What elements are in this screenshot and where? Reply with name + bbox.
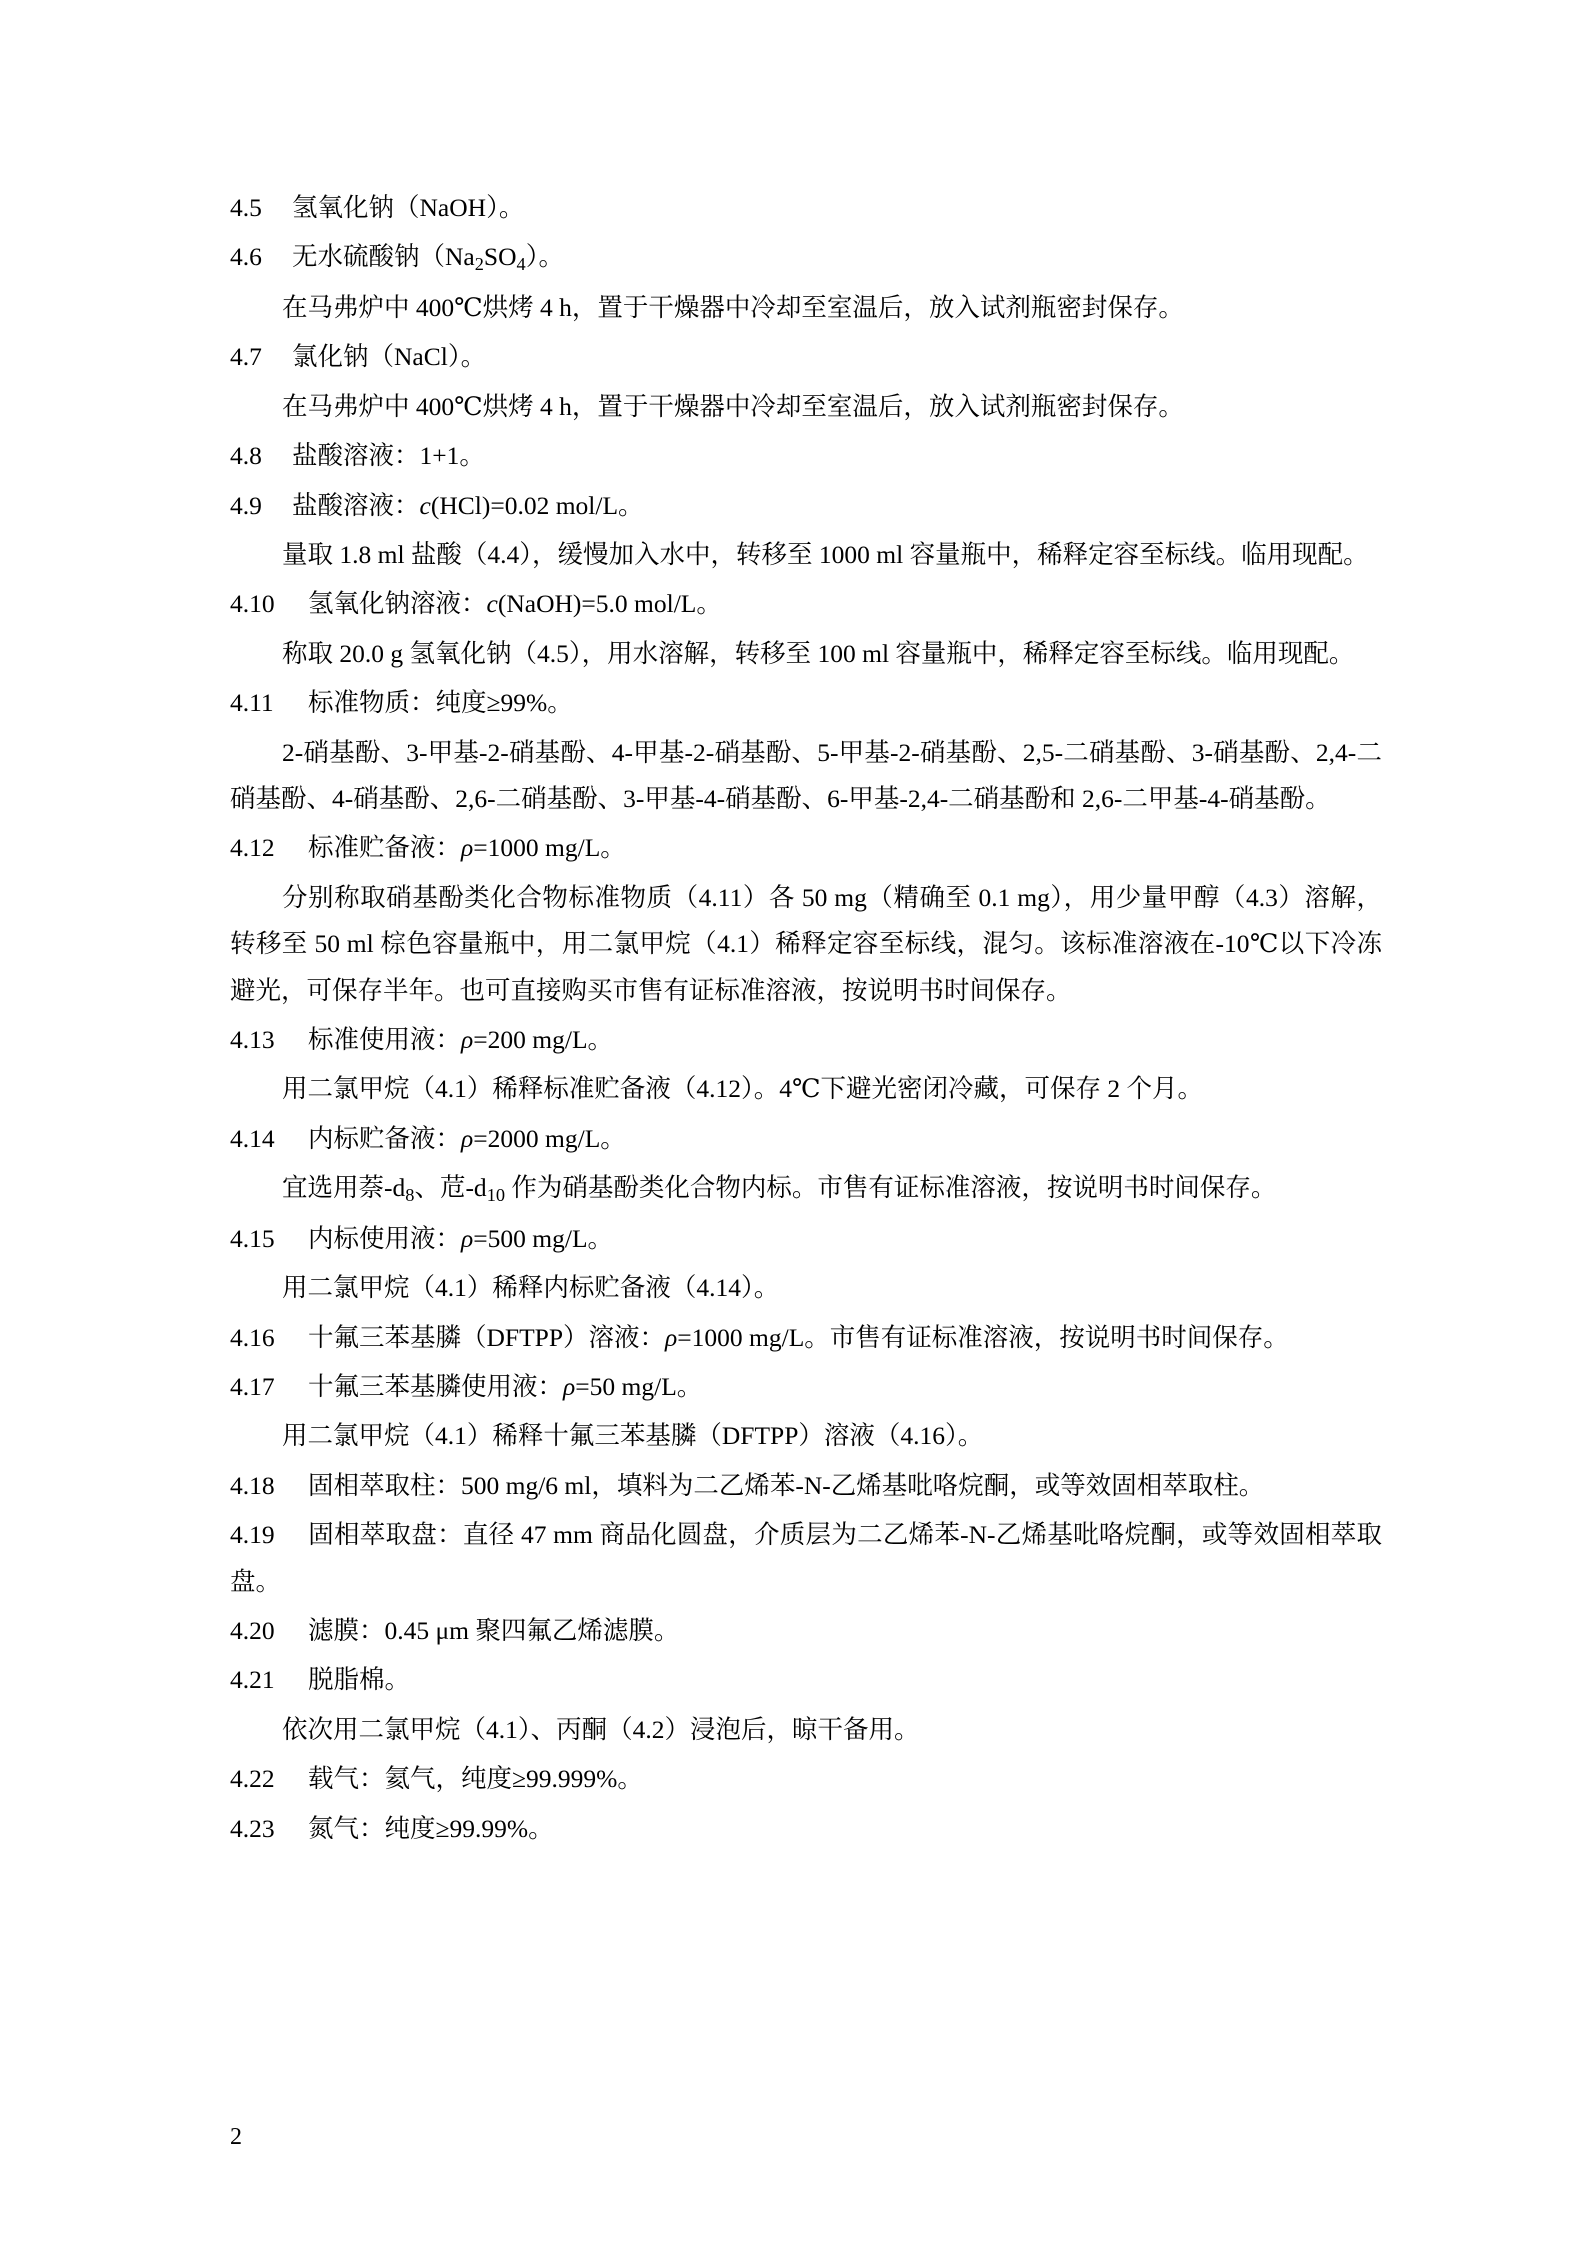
clause-heading xyxy=(230,1806,1382,1852)
clause-heading xyxy=(230,581,1382,627)
clause-number: 4.18 xyxy=(230,1470,275,1500)
clause-heading-text: 氢氧化钠（NaOH）。 xyxy=(292,193,525,222)
clause-item xyxy=(230,1216,1382,1312)
clause-heading xyxy=(230,680,1382,726)
clause-number: 4.15 xyxy=(230,1223,275,1253)
clause-item xyxy=(230,1608,1382,1654)
clause-number: 4.22 xyxy=(230,1764,275,1794)
document-body xyxy=(230,185,1382,1852)
clause-paragraph: 分别称取硝基酚类化合物标准物质（4.11）各 50 mg（精确至 0.1 mg），用少量甲醇（4.3）溶解，转移至 50 ml 棕色容量瓶中，用二氯甲烷（4.1）稀释定容至标线，混匀。该标准溶液在-10℃以下冷冻避光，可保存半年。也可直接购买市售有证标准溶液，按说明书时间保存。 xyxy=(230,882,1382,1005)
page-number: 2 xyxy=(230,2124,242,2150)
clause-heading-text: 滤膜：0.45 μm 聚四氟乙烯滤膜。 xyxy=(308,1616,680,1646)
clause-paragraph: 在马弗炉中 400℃烘烤 4 h，置于干燥器中冷却至室温后，放入试剂瓶密封保存。 xyxy=(282,292,1184,322)
clause-heading-text: 标准物质：纯度≥99%。 xyxy=(308,688,573,718)
clause-item xyxy=(230,1364,1382,1460)
clause-heading xyxy=(230,1364,1382,1410)
clause-number: 4.16 xyxy=(230,1322,275,1352)
clause-number: 4.20 xyxy=(230,1616,275,1646)
clause-heading-text: 固相萃取盘：直径 47 mm 商品化圆盘，介质层为二乙烯苯-N-乙烯基吡咯烷酮，或等效固相萃取盘。 xyxy=(230,1520,1382,1596)
clause-item xyxy=(230,1116,1382,1213)
clause-heading-text: 氯化钠（NaCl）。 xyxy=(292,342,487,372)
clause-item xyxy=(230,825,1382,1014)
clause-heading-text: 载气：氦气，纯度≥99.999%。 xyxy=(308,1764,643,1794)
clause-item xyxy=(230,581,1382,677)
clause-heading xyxy=(230,825,1382,871)
clause-paragraph: 宜选用萘$-d_8$、苊$-d_{10}$ 作为硝基酚类化合物内标。市售有证标准溶液，按说明书时间保存。 xyxy=(282,1173,1277,1206)
clause-item xyxy=(230,234,1382,331)
clause-paragraph: 用二氯甲烷（4.1）稀释内标贮备液（4.14）。 xyxy=(282,1273,780,1303)
clause-heading xyxy=(230,1216,1382,1262)
clause-heading-text: 脱脂棉。 xyxy=(308,1665,411,1695)
clause-heading xyxy=(230,1017,1382,1063)
clause-heading-text: 标准贮备液：ρ=1000 mg/L。 xyxy=(308,833,626,863)
clause-heading xyxy=(230,483,1382,529)
clause-item xyxy=(230,1463,1382,1509)
clause-heading xyxy=(230,433,1382,479)
clause-heading-text: 标准使用液：ρ=200 mg/L。 xyxy=(308,1025,614,1055)
clause-heading xyxy=(230,185,1382,231)
clause-number: 4.9 xyxy=(230,490,262,520)
clause-heading-text: 十氟三苯基膦（DFTPP）溶液：ρ=1000 mg/L。市售有证标准溶液，按说明书时间保存。 xyxy=(308,1322,1289,1352)
clause-paragraph: 称取 20.0 g 氢氧化钠（4.5），用水溶解，转移至 100 ml 容量瓶中，稀释定容至标线。临用现配。 xyxy=(282,638,1355,668)
clause-item xyxy=(230,334,1382,430)
clause-paragraph: 依次用二氯甲烷（4.1）、丙酮（4.2）浸泡后，晾干备用。 xyxy=(282,1714,920,1744)
clause-heading-text: 十氟三苯基膦使用液：ρ=50 mg/L。 xyxy=(308,1372,703,1402)
clause-paragraph: 量取 1.8 ml 盐酸（4.4），缓慢加入水中，转移至 1000 ml 容量瓶中，稀释定容至标线。临用现配。 xyxy=(282,539,1369,569)
clause-item xyxy=(230,1657,1382,1753)
clause-heading-text: 固相萃取柱：500 mg/6 ml，填料为二乙烯苯-N-乙烯基吡咯烷酮，或等效固相萃取柱。 xyxy=(308,1470,1265,1500)
clause-paragraph: 在马弗炉中 400℃烘烤 4 h，置于干燥器中冷却至室温后，放入试剂瓶密封保存。 xyxy=(282,391,1184,421)
clause-heading-text: 氮气：纯度≥99.99%。 xyxy=(308,1813,554,1843)
clause-item xyxy=(230,680,1382,822)
clause-number: 4.17 xyxy=(230,1372,275,1402)
clause-number: 4.11 xyxy=(230,688,274,718)
clause-number: 4.21 xyxy=(230,1665,275,1695)
clause-heading xyxy=(230,1315,1382,1361)
clause-item xyxy=(230,1512,1382,1605)
clause-heading-text: 内标使用液：ρ=500 mg/L。 xyxy=(308,1223,614,1253)
clause-heading xyxy=(230,1463,1382,1509)
clause-item xyxy=(230,1806,1382,1852)
clause-heading-text: 盐酸溶液：1+1。 xyxy=(292,441,485,471)
clause-heading xyxy=(230,334,1382,380)
clause-heading xyxy=(230,1608,1382,1654)
clause-number: 4.7 xyxy=(230,342,262,372)
clause-heading xyxy=(230,1657,1382,1703)
clause-number: 4.14 xyxy=(230,1123,275,1153)
clause-number: 4.12 xyxy=(230,833,275,863)
clause-heading-text: 无水硫酸钠$(Na_2SO_4)$。 xyxy=(292,242,564,275)
clause-number: 4.19 xyxy=(230,1520,275,1550)
clause-number: 4.23 xyxy=(230,1813,275,1843)
clause-heading xyxy=(230,1116,1382,1162)
clause-number: 4.10 xyxy=(230,589,275,619)
clause-paragraph: 用二氯甲烷（4.1）稀释十氟三苯基膦（DFTPP）溶液（4.16）。 xyxy=(282,1421,984,1451)
clause-heading-text: 内标贮备液：ρ=2000 mg/L。 xyxy=(308,1123,626,1153)
clause-item xyxy=(230,483,1382,579)
clause-number: 4.5 xyxy=(230,193,262,222)
clause-number: 4.6 xyxy=(230,242,262,272)
clause-item xyxy=(230,433,1382,479)
clause-paragraph: 用二氯甲烷（4.1）稀释标准贮备液（4.12）。4℃下避光密闭冷藏，可保存 2 个月。 xyxy=(282,1074,1204,1104)
clause-number: 4.13 xyxy=(230,1025,275,1055)
clause-heading xyxy=(230,1756,1382,1802)
clause-paragraph: 2-硝基酚、3-甲基-2-硝基酚、4-甲基-2-硝基酚、5-甲基-2-硝基酚、2,5-二硝基酚、3-硝基酚、2,4-二硝基酚、4-硝基酚、2,6-二硝基酚、3-甲基-4-硝基酚、6-甲基-2,4-二硝基酚和 2,6-二甲基-4-硝基酚。 xyxy=(230,737,1382,814)
clause-heading-text: 盐酸溶液：c(HCl)=0.02 mol/L。 xyxy=(292,490,644,520)
clause-item xyxy=(230,1017,1382,1113)
clause-number: 4.8 xyxy=(230,441,262,471)
clause-item xyxy=(230,185,1382,231)
clause-item xyxy=(230,1315,1382,1361)
clause-heading xyxy=(230,1512,1382,1605)
clause-item xyxy=(230,1756,1382,1802)
clause-heading xyxy=(230,234,1382,282)
clause-heading-text: 氢氧化钠溶液：c(NaOH)=5.0 mol/L。 xyxy=(308,589,722,619)
